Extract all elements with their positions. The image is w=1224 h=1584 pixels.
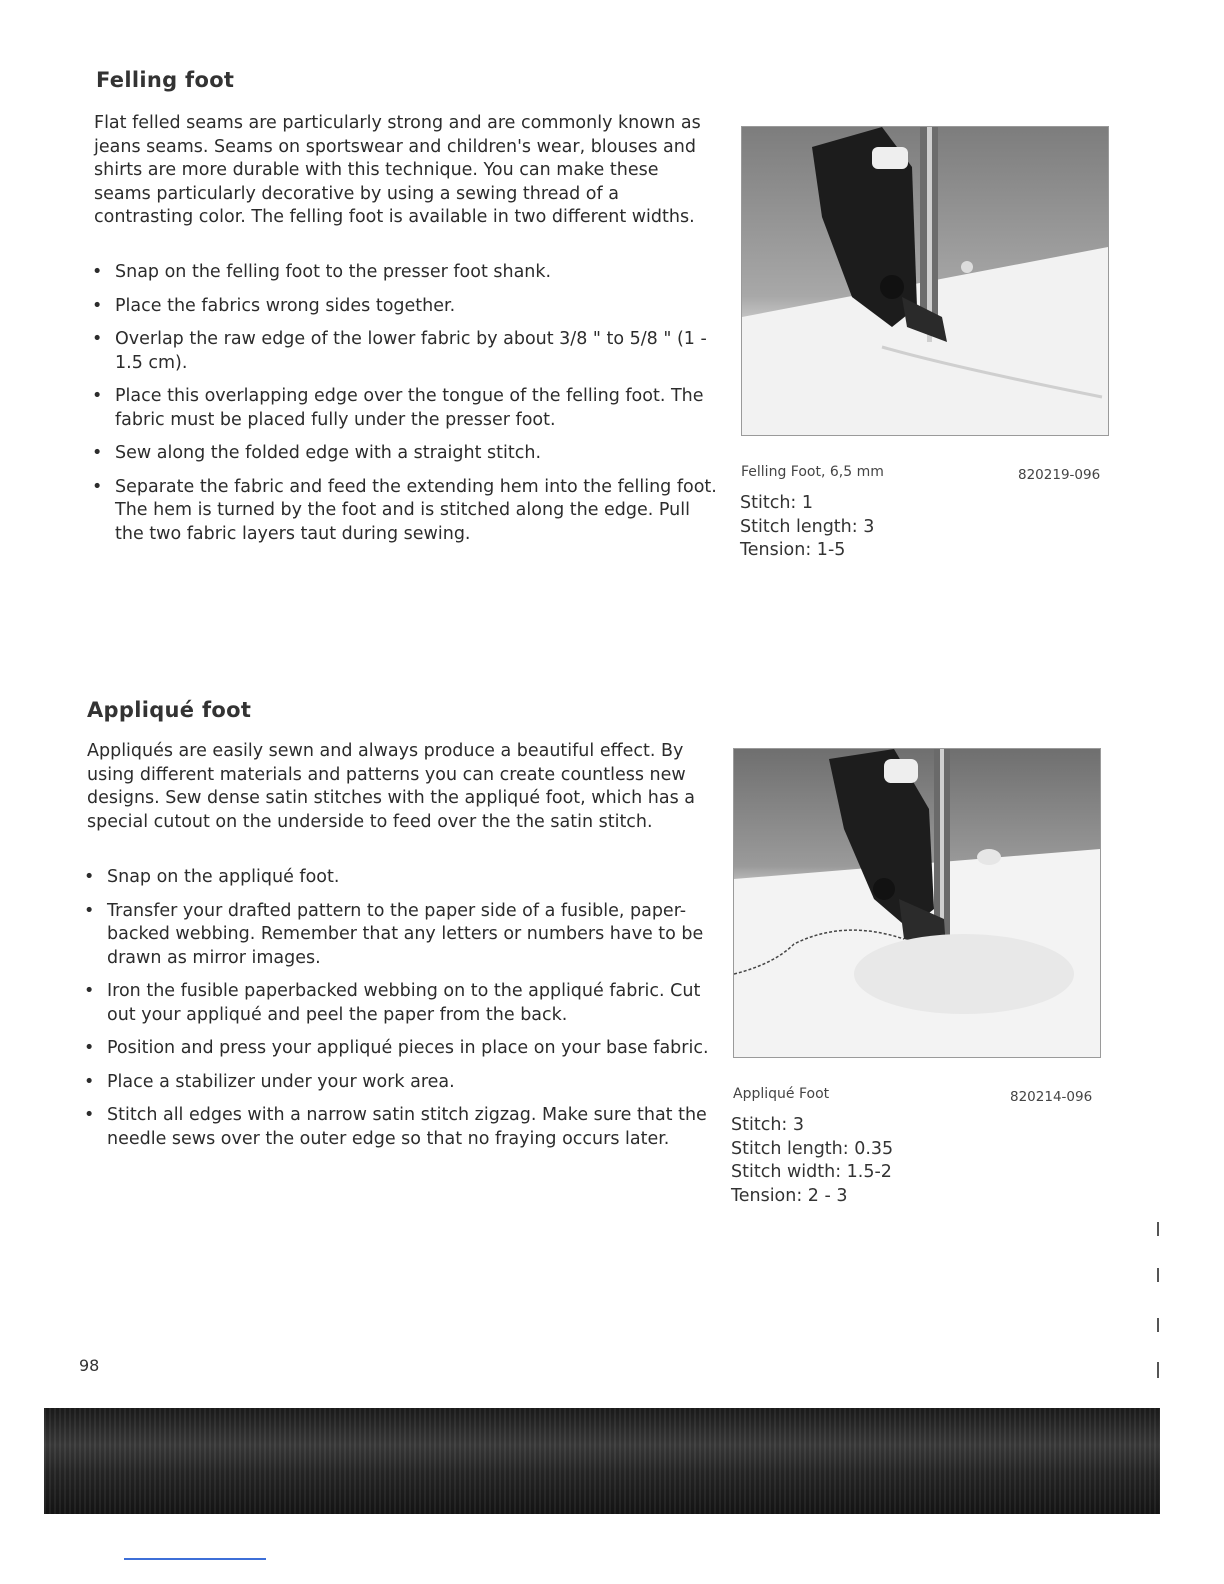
footer-band	[44, 1408, 1160, 1514]
list-item: • Stitch all edges with a narrow satin stitch zigzag. Make sure that the needle sews over the outer edge so that no fraying occurs later.	[84, 1105, 707, 1149]
list-item: • Position and press your appliqué pieces in place on your base fabric.	[84, 1038, 709, 1058]
applique-foot-intro: Appliqués are easily sewn and always produce a beautiful effect. By using different materials and patterns you can create countless new designs. Sew dense satin stitches with the appliqué foot, which has a special cutout on the underside to feed over the the satin stitch.	[87, 741, 696, 832]
applique-foot-title: Appliqué foot	[87, 698, 252, 722]
bottom-rule	[124, 1558, 266, 1560]
felling-foot-settings	[740, 492, 874, 563]
list-item: • Place the fabrics wrong sides together.	[92, 295, 456, 316]
list-item: • Separate the fabric and feed the extending hem into the felling foot. The hem is turned by the foot and is stitched along the edge. Pull the two fabric layers taut during sewing.	[92, 476, 717, 544]
page-number: 98	[79, 1356, 100, 1375]
setting-stitch-length: Stitch length: 3	[740, 516, 875, 537]
list-item: • Transfer your drafted pattern to the paper side of a fusible, paper-backed webbing. Remember that any letters or numbers have to be drawn as mirror images.	[84, 900, 704, 968]
setting-stitch: Stitch: 3	[731, 1115, 804, 1135]
scan-edge-mark	[1157, 1222, 1159, 1236]
applique-foot-settings	[731, 1114, 893, 1208]
list-item: • Place this overlapping edge over the tongue of the felling foot. The fabric must be placed fully under the presser foot.	[92, 386, 704, 430]
setting-stitch-width: Stitch width: 1.5-2	[731, 1162, 892, 1182]
list-item: • Overlap the raw edge of the lower fabric by about 3/8 " to 5/8 " (1 - 1.5 cm).	[92, 329, 707, 373]
setting-stitch-length: Stitch length: 0.35	[731, 1138, 894, 1159]
scan-edge-mark	[1157, 1362, 1159, 1378]
list-item: • Iron the fusible paperbacked webbing on to the appliqué fabric. Cut out your appliqué and peel the paper from the back.	[84, 981, 701, 1025]
setting-stitch: Stitch: 1	[740, 493, 813, 513]
scan-edge-mark	[1157, 1268, 1159, 1282]
list-item: • Place a stabilizer under your work area.	[84, 1071, 455, 1092]
list-item: • Sew along the folded edge with a straight stitch.	[92, 443, 542, 463]
felling-foot-part-number: 820219-096	[1018, 467, 1101, 483]
felling-foot-steps	[92, 261, 717, 556]
list-item: • Snap on the felling foot to the presser foot shank.	[92, 262, 552, 282]
felling-foot-photo	[741, 126, 1109, 436]
felling-foot-title: Felling foot	[96, 68, 235, 92]
setting-tension: Tension: 2 - 3	[731, 1185, 848, 1206]
list-item: • Snap on the appliqué foot.	[84, 867, 340, 887]
applique-foot-part-number: 820214-096	[1010, 1089, 1093, 1105]
applique-foot-steps	[84, 866, 709, 1161]
scan-edge-mark	[1157, 1318, 1159, 1332]
felling-foot-intro: Flat felled seams are particularly strong and are commonly known as jeans seams. Seams on sportswear and children's wear, blouses and shirts are more durable with this technique. You can make these seams particularly decorative by using a sewing thread of a contrasting color. The felling foot is available in two different widths.	[94, 113, 701, 227]
setting-tension: Tension: 1-5	[740, 540, 846, 560]
applique-foot-photo	[733, 748, 1101, 1058]
felling-foot-caption: Felling Foot, 6,5 mm	[741, 464, 884, 480]
applique-foot-caption: Appliqué Foot	[733, 1086, 830, 1102]
